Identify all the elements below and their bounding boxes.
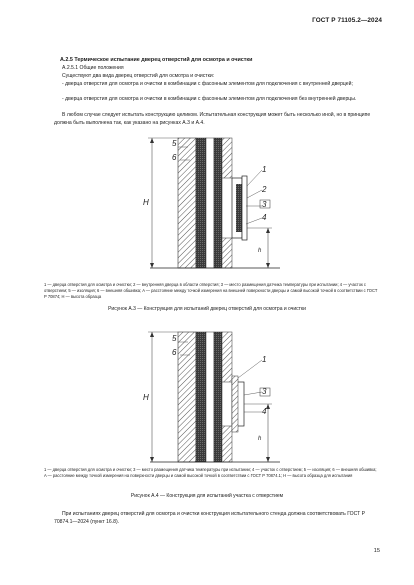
section-title: A.2.5 Термическое испытание дверец отверстий для осмотра и очистки [60,57,253,63]
figure-a4-label-3: 3 [262,387,267,396]
figure-a4-label-5: 5 [172,334,177,343]
closing-paragraph: При испытаниях дверец отверстий для осмотра и очистки конструкция испытательного стенда должна соответствовать ГОСТ Р 70874.1—2024 (пункт 16.8). [54,511,366,525]
figure-a4-caption: Рисунок A.4 — Конструкция для испытаний участка с отверстием [130,493,284,499]
figure-a4-label-1: 1 [262,355,267,364]
subsection-heading: A.2.5.1 Общие положения [62,65,124,71]
paragraph: В любом случае следует испытать конструкцию целиком. Испытательная конструкция может быть несколько иной, но в принципе должна быть выполнена так, как указано на рисунках A.3 и A.4. [54,112,371,126]
figure-a4-legend: 1 — дверца отверстия для осмотра и очистки; 3 — место размещения датчика температуры при испытании; 4 — участок с отверстием; 5 — изоляция; 6 — внешняя обшивка; A — расстояние между точкой измерения на поверхности дверцы и самой высокой точкой в соответствии с ГОСТ Р 70874.1; H — высота образца для испытания [44,467,377,478]
figure-a3-label-1: 1 [262,165,267,174]
figure-a3-label-3: 3 [262,200,267,209]
page-number: 15 [373,548,380,554]
document-header: ГОСТ Р 71105.2—2024 [312,17,382,24]
figure-a3-label-6: 6 [172,153,177,162]
figure-a3-label-5: 5 [172,139,177,148]
figure-a3-label-h: h [258,248,262,254]
figure-a3-legend: 1 — дверца отверстия для осмотра и очистки; 2 — внутренняя дверца в области отверстия; 3 — место размещения датчика температуры при испытании; 4 — участок с отверстием; 5 — изоляция; 6 — внешняя обшивка; A — расстояние между точкой измерения на внешней поверхности дверцы и самой высокой точкой в соответствии с ГОСТ Р 70874; H — высота образца [44,282,378,299]
figure-a4-label-H: H [143,393,149,402]
figure-a3-label-H: H [143,198,149,207]
list-item: - дверца отверстия для осмотра и очистки в комбинации с фасонным элементом для подключения без внутренней дверцы. [62,96,357,102]
figure-a4-drawing [148,332,280,462]
paragraph: Существуют два вида дверец отверстий для осмотра и очистки: [62,73,215,79]
list-item: - дверца отверстия для осмотра и очистки в комбинации с фасонным элементом для подключения с внутренней дверцей; [62,81,353,87]
figure-a3-label-4: 4 [262,213,267,222]
figure-a3-caption: Рисунок A.3 — Конструкция для испытаний дверец отверстий для осмотра и очистки [108,306,306,312]
figure-a4-label-h: h [258,436,262,442]
figure-a4-label-4: 4 [262,407,267,416]
figure-a3-label-2: 2 [262,185,267,194]
figure-a4-label-6: 6 [172,348,177,357]
